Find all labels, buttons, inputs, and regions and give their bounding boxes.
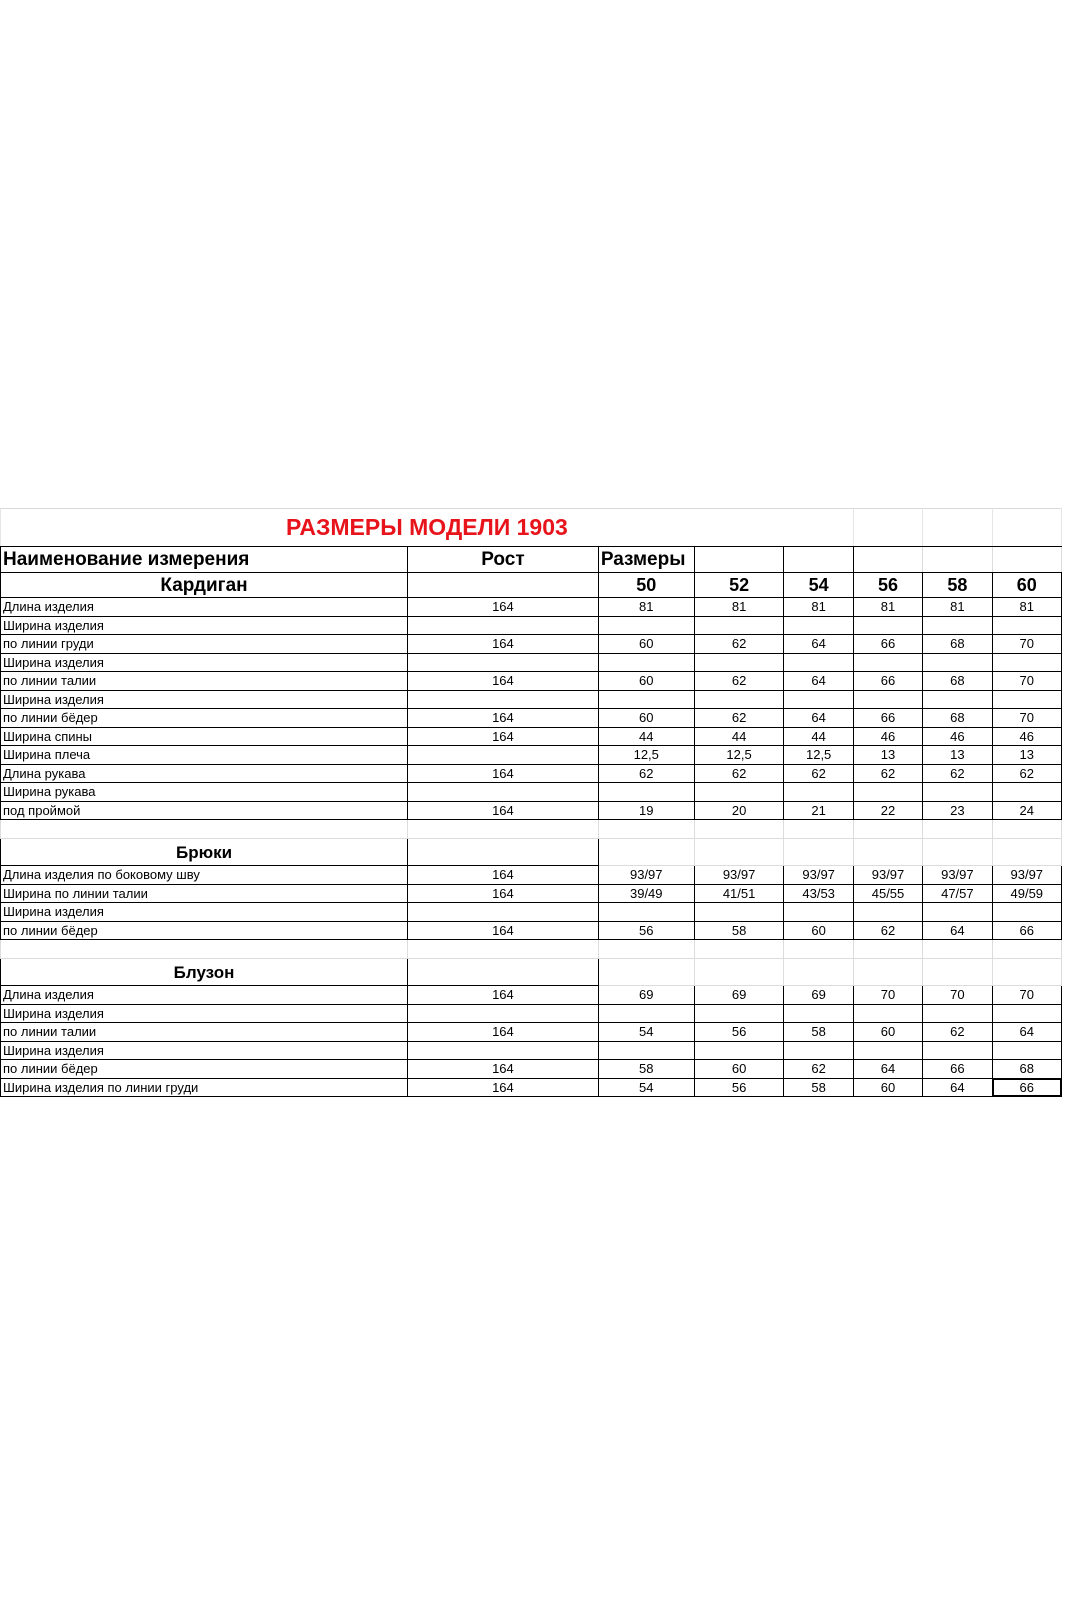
size-value: 69 <box>694 986 784 1005</box>
size-value: 64 <box>853 1060 922 1079</box>
size-header: 52 <box>694 573 784 598</box>
size-value: 54 <box>598 1023 694 1042</box>
height-value: 164 <box>408 921 599 940</box>
measure-label: Ширина изделия <box>1 616 408 635</box>
size-value: 13 <box>853 746 922 765</box>
size-value: 81 <box>992 598 1061 617</box>
measure-label: Ширина изделия по линии груди <box>1 1078 408 1097</box>
size-value <box>923 1041 992 1060</box>
measure-label: под проймой <box>1 801 408 820</box>
size-header: 50 <box>598 573 694 598</box>
size-value <box>853 1004 922 1023</box>
size-value: 58 <box>784 1023 853 1042</box>
size-value: 66 <box>992 921 1061 940</box>
size-value: 70 <box>992 672 1061 691</box>
size-value <box>923 903 992 922</box>
section-header-row <box>1 573 1062 598</box>
size-value: 81 <box>923 598 992 617</box>
size-value: 62 <box>923 764 992 783</box>
size-value: 60 <box>598 709 694 728</box>
size-value: 44 <box>598 727 694 746</box>
size-value: 20 <box>694 801 784 820</box>
size-value: 44 <box>694 727 784 746</box>
table-row <box>1 672 1062 691</box>
size-value <box>694 616 784 635</box>
size-value <box>784 690 853 709</box>
size-value: 66 <box>923 1060 992 1079</box>
size-value: 58 <box>784 1078 853 1097</box>
height-value <box>408 1041 599 1060</box>
height-value <box>408 653 599 672</box>
table-row <box>1 783 1062 802</box>
size-value: 60 <box>598 635 694 654</box>
size-value: 70 <box>923 986 992 1005</box>
size-value: 62 <box>853 921 922 940</box>
size-value <box>992 1004 1061 1023</box>
size-value: 62 <box>853 764 922 783</box>
table-row <box>1 801 1062 820</box>
size-value <box>853 616 922 635</box>
table-row <box>1 727 1062 746</box>
measure-label: по линии груди <box>1 635 408 654</box>
size-value: 60 <box>598 672 694 691</box>
table-row <box>1 690 1062 709</box>
table-row <box>1 866 1062 885</box>
size-value <box>598 653 694 672</box>
size-value: 13 <box>992 746 1061 765</box>
size-value: 64 <box>784 672 853 691</box>
size-value: 66 <box>853 709 922 728</box>
size-value: 62 <box>784 764 853 783</box>
measure-label: Ширина изделия <box>1 1004 408 1023</box>
selected-cell[interactable]: 66 <box>992 1078 1061 1097</box>
size-value <box>992 616 1061 635</box>
size-value <box>923 690 992 709</box>
size-value <box>598 616 694 635</box>
height-value: 164 <box>408 1078 599 1097</box>
measure-label: Ширина изделия <box>1 1041 408 1060</box>
size-value: 60 <box>853 1023 922 1042</box>
size-value: 12,5 <box>694 746 784 765</box>
size-value <box>853 903 922 922</box>
size-value: 58 <box>694 921 784 940</box>
size-value <box>784 653 853 672</box>
size-value <box>784 1004 853 1023</box>
size-value <box>598 783 694 802</box>
size-value <box>784 783 853 802</box>
size-value: 64 <box>992 1023 1061 1042</box>
measure-label: Ширина изделия <box>1 903 408 922</box>
measure-label: по линии бёдер <box>1 921 408 940</box>
size-value: 93/97 <box>992 866 1061 885</box>
size-value: 70 <box>853 986 922 1005</box>
size-value <box>784 1041 853 1060</box>
measure-label: Длина изделия <box>1 598 408 617</box>
height-value <box>408 1004 599 1023</box>
size-value <box>923 616 992 635</box>
size-value: 56 <box>694 1023 784 1042</box>
measure-column-header: Наименование измерения <box>1 547 408 573</box>
size-value <box>923 653 992 672</box>
size-value: 70 <box>992 709 1061 728</box>
table-row <box>1 903 1062 922</box>
height-value: 164 <box>408 1023 599 1042</box>
size-value <box>784 616 853 635</box>
size-value: 12,5 <box>598 746 694 765</box>
size-value: 93/97 <box>853 866 922 885</box>
size-value: 93/97 <box>923 866 992 885</box>
size-value <box>598 903 694 922</box>
size-value: 64 <box>923 1078 992 1097</box>
measure-label: по линии талии <box>1 672 408 691</box>
size-value: 81 <box>694 598 784 617</box>
size-value: 46 <box>853 727 922 746</box>
size-value: 64 <box>784 709 853 728</box>
table-row <box>1 764 1062 783</box>
size-value <box>923 783 992 802</box>
size-value: 69 <box>784 986 853 1005</box>
height-value <box>408 783 599 802</box>
size-value: 56 <box>694 1078 784 1097</box>
table-row <box>1 653 1062 672</box>
size-value <box>598 1004 694 1023</box>
measure-label: Ширина рукава <box>1 783 408 802</box>
size-value <box>694 653 784 672</box>
size-value: 62 <box>598 764 694 783</box>
measure-label: Ширина плеча <box>1 746 408 765</box>
size-value <box>694 690 784 709</box>
section-header-row <box>1 959 1062 986</box>
section-name: Блузон <box>1 959 408 986</box>
table-row <box>1 884 1062 903</box>
header-row <box>1 547 1062 573</box>
height-column-header: Рост <box>408 547 599 573</box>
table-row <box>1 1004 1062 1023</box>
size-value: 44 <box>784 727 853 746</box>
height-value: 164 <box>408 672 599 691</box>
height-value: 164 <box>408 709 599 728</box>
size-chart-table <box>0 508 1062 1097</box>
size-value: 62 <box>694 764 784 783</box>
size-value: 43/53 <box>784 884 853 903</box>
height-value: 164 <box>408 866 599 885</box>
size-header: 56 <box>853 573 922 598</box>
height-value: 164 <box>408 986 599 1005</box>
table-row <box>1 1023 1062 1042</box>
size-value: 39/49 <box>598 884 694 903</box>
table-row <box>1 635 1062 654</box>
size-value: 81 <box>598 598 694 617</box>
size-value <box>694 903 784 922</box>
height-value <box>408 690 599 709</box>
size-chart-sheet <box>0 508 1066 1097</box>
title-row <box>1 509 1062 547</box>
size-header: 60 <box>992 573 1061 598</box>
size-value <box>853 1041 922 1060</box>
table-row <box>1 1078 1062 1097</box>
size-value: 60 <box>853 1078 922 1097</box>
size-value: 22 <box>853 801 922 820</box>
size-value: 60 <box>784 921 853 940</box>
measure-label: Ширина изделия <box>1 653 408 672</box>
size-header: 54 <box>784 573 853 598</box>
height-value: 164 <box>408 727 599 746</box>
size-value: 12,5 <box>784 746 853 765</box>
height-value: 164 <box>408 884 599 903</box>
size-value: 66 <box>853 672 922 691</box>
size-value: 19 <box>598 801 694 820</box>
table-row <box>1 746 1062 765</box>
size-value <box>992 690 1061 709</box>
size-value: 68 <box>923 709 992 728</box>
size-value: 58 <box>598 1060 694 1079</box>
height-value <box>408 746 599 765</box>
size-value <box>992 783 1061 802</box>
size-value: 45/55 <box>853 884 922 903</box>
measure-label: по линии бёдер <box>1 1060 408 1079</box>
size-value: 69 <box>598 986 694 1005</box>
size-value: 56 <box>598 921 694 940</box>
spacer-row <box>1 940 1062 959</box>
size-value: 81 <box>784 598 853 617</box>
height-value <box>408 903 599 922</box>
section-name: Кардиган <box>1 573 408 598</box>
size-value: 68 <box>923 672 992 691</box>
measure-label: по линии бёдер <box>1 709 408 728</box>
sizes-column-header: Размеры <box>598 547 694 573</box>
measure-label: Длина рукава <box>1 764 408 783</box>
height-value: 164 <box>408 764 599 783</box>
height-value: 164 <box>408 801 599 820</box>
size-value: 93/97 <box>694 866 784 885</box>
height-value: 164 <box>408 598 599 617</box>
spacer-row <box>1 820 1062 839</box>
table-row <box>1 921 1062 940</box>
size-value: 46 <box>923 727 992 746</box>
size-value <box>694 1041 784 1060</box>
size-value <box>694 783 784 802</box>
size-value: 13 <box>923 746 992 765</box>
size-value <box>598 690 694 709</box>
size-value: 70 <box>992 986 1061 1005</box>
size-value: 60 <box>694 1060 784 1079</box>
size-value <box>992 653 1061 672</box>
measure-label: по линии талии <box>1 1023 408 1042</box>
size-value: 81 <box>853 598 922 617</box>
size-value: 68 <box>992 1060 1061 1079</box>
size-value: 70 <box>992 635 1061 654</box>
size-value: 62 <box>923 1023 992 1042</box>
section-header-row <box>1 839 1062 866</box>
measure-label: Ширина изделия <box>1 690 408 709</box>
size-value: 54 <box>598 1078 694 1097</box>
size-value: 47/57 <box>923 884 992 903</box>
size-value: 62 <box>694 635 784 654</box>
size-value <box>598 1041 694 1060</box>
size-value: 23 <box>923 801 992 820</box>
table-row <box>1 598 1062 617</box>
size-value: 62 <box>992 764 1061 783</box>
height-value: 164 <box>408 635 599 654</box>
size-value: 93/97 <box>598 866 694 885</box>
measure-label: Ширина по линии талии <box>1 884 408 903</box>
size-value: 21 <box>784 801 853 820</box>
size-value <box>694 1004 784 1023</box>
size-value <box>992 1041 1061 1060</box>
size-value <box>923 1004 992 1023</box>
page-title: РАЗМЕРЫ МОДЕЛИ 1903 <box>1 509 854 547</box>
size-value <box>853 690 922 709</box>
size-value: 68 <box>923 635 992 654</box>
size-value: 64 <box>923 921 992 940</box>
size-value: 62 <box>694 709 784 728</box>
height-value <box>408 616 599 635</box>
size-value <box>853 653 922 672</box>
size-value <box>853 783 922 802</box>
size-value: 49/59 <box>992 884 1061 903</box>
size-value <box>992 903 1061 922</box>
table-row <box>1 1041 1062 1060</box>
size-value <box>784 903 853 922</box>
size-value: 64 <box>784 635 853 654</box>
size-value: 24 <box>992 801 1061 820</box>
table-row <box>1 616 1062 635</box>
table-row <box>1 709 1062 728</box>
size-value: 62 <box>694 672 784 691</box>
table-row <box>1 986 1062 1005</box>
measure-label: Длина изделия <box>1 986 408 1005</box>
size-value: 46 <box>992 727 1061 746</box>
table-row <box>1 1060 1062 1079</box>
size-value: 66 <box>853 635 922 654</box>
size-value: 41/51 <box>694 884 784 903</box>
size-header: 58 <box>923 573 992 598</box>
section-name: Брюки <box>1 839 408 866</box>
measure-label: Длина изделия по боковому шву <box>1 866 408 885</box>
size-value: 93/97 <box>784 866 853 885</box>
height-value: 164 <box>408 1060 599 1079</box>
size-value: 62 <box>784 1060 853 1079</box>
measure-label: Ширина спины <box>1 727 408 746</box>
